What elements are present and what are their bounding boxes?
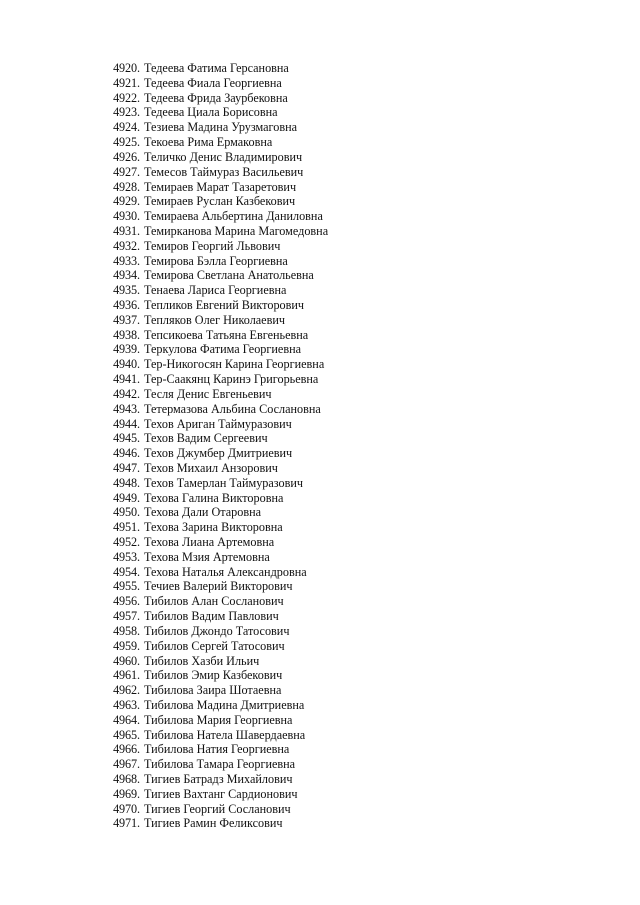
- entry-name: Тибилова Натия Георгиевна: [144, 742, 290, 757]
- entry-name: Тесля Денис Евгеньевич: [144, 386, 272, 401]
- entry-name: Техов Михаил Анзорович: [144, 460, 278, 475]
- entry-name: Текоева Рима Ермаковна: [144, 135, 273, 150]
- entry-name: Темирова Светлана Анатольевна: [144, 268, 314, 283]
- entry-name: Тезиева Мадина Урузмаговна: [144, 120, 298, 135]
- entry-name: Тер-Саакянц Каринэ Григорьевна: [144, 372, 319, 387]
- list-item: [100, 402, 328, 417]
- entry-number: 4971.: [113, 816, 140, 831]
- entry-name: Тибилова Тамара Георгиевна: [144, 757, 296, 772]
- list-item: [100, 150, 328, 165]
- entry-number: 4939.: [113, 342, 140, 357]
- entry-number: 4934.: [113, 268, 140, 283]
- list-item: [100, 91, 328, 106]
- entry-name: Тибилова Заира Шотаевна: [144, 683, 282, 698]
- entry-number: 4948.: [113, 475, 140, 490]
- entry-number: 4966.: [113, 742, 140, 757]
- entry-number: 4929.: [113, 194, 140, 209]
- list-item: [100, 594, 328, 609]
- entry-name: Техов Джумбер Дмитриевич: [144, 446, 293, 461]
- entry-name: Тер-Никогосян Карина Георгиевна: [144, 357, 325, 372]
- list-item: [100, 491, 328, 506]
- list-item: [100, 431, 328, 446]
- entry-name: Тедеева Фатима Герсановна: [144, 61, 289, 75]
- entry-number: 4924.: [113, 120, 140, 135]
- list-item: [100, 165, 328, 180]
- entry-name: Тепсикоева Татьяна Евгеньевна: [144, 327, 309, 342]
- list-item: [100, 120, 328, 135]
- list-item: [100, 579, 328, 594]
- entry-name: Техова Дали Отаровна: [144, 505, 262, 520]
- entry-name: Тибилов Сергей Татосович: [144, 638, 285, 653]
- entry-number: 4943.: [113, 401, 140, 416]
- entry-name: Тигиев Георгий Сосланович: [144, 801, 291, 816]
- entry-number: 4959.: [113, 638, 140, 653]
- entry-number: 4954.: [113, 564, 140, 579]
- list-item: [100, 535, 328, 550]
- entry-number: 4935.: [113, 283, 140, 298]
- entry-number: 4937.: [113, 312, 140, 327]
- entry-number: 4938.: [113, 327, 140, 342]
- name-list: [100, 61, 328, 831]
- entry-name: Тибилова Мария Георгиевна: [144, 712, 293, 727]
- entry-number: 4947.: [113, 460, 140, 475]
- entry-name: Тетермазова Альбина Сослановна: [144, 401, 321, 416]
- list-item: [100, 505, 328, 520]
- list-item: [100, 565, 328, 580]
- entry-name: Темираев Руслан Казбекович: [144, 194, 296, 209]
- entry-name: Тепликов Евгений Викторович: [144, 298, 305, 312]
- list-item: [100, 328, 328, 343]
- list-item: [100, 728, 328, 743]
- entry-number: 4931.: [113, 223, 140, 238]
- entry-name: Тедеева Фрида Заурбековна: [144, 90, 288, 105]
- entry-number: 4925.: [113, 135, 140, 150]
- entry-number: 4946.: [113, 446, 140, 461]
- entry-number: 4964.: [113, 712, 140, 727]
- list-item: [100, 476, 328, 491]
- entry-name: Темесов Таймураз Васильевич: [144, 164, 304, 179]
- entry-name: Техова Зарина Викторовна: [144, 520, 283, 535]
- entry-name: Теркулова Фатима Георгиевна: [144, 342, 302, 357]
- entry-name: Тибилов Вадим Павлович: [144, 609, 279, 624]
- entry-name: Техова Лиана Артемовна: [144, 535, 275, 549]
- list-item: [100, 105, 328, 120]
- list-item: [100, 194, 328, 209]
- entry-name: Техова Наталья Александровна: [144, 564, 307, 579]
- list-item: [100, 698, 328, 713]
- entry-name: Тедеева Циала Борисовна: [144, 105, 278, 120]
- list-item: [100, 268, 328, 283]
- entry-number: 4960.: [113, 653, 140, 668]
- entry-number: 4951.: [113, 520, 140, 535]
- entry-number: 4961.: [113, 668, 140, 683]
- entry-number: 4965.: [113, 727, 140, 742]
- entry-name: Течиев Валерий Викторович: [144, 579, 293, 594]
- list-item: [100, 802, 328, 817]
- list-item: [100, 61, 328, 76]
- entry-number: 4956.: [113, 594, 140, 609]
- entry-number: 4967.: [113, 757, 140, 772]
- list-item: [100, 757, 328, 772]
- entry-number: 4932.: [113, 238, 140, 253]
- entry-number: 4926.: [113, 149, 140, 164]
- list-item: [100, 668, 328, 683]
- entry-number: 4945.: [113, 431, 140, 446]
- entry-name: Тепляков Олег Николаевич: [144, 312, 285, 327]
- entry-number: 4923.: [113, 105, 140, 120]
- entry-name: Тигиев Вахтанг Сардионович: [144, 786, 298, 801]
- list-item: [100, 609, 328, 624]
- entry-number: 4955.: [113, 579, 140, 594]
- list-item: [100, 239, 328, 254]
- entry-name: Техова Галина Викторовна: [144, 490, 284, 505]
- entry-name: Темирова Бэлла Георгиевна: [144, 253, 288, 268]
- list-item: [100, 76, 328, 91]
- list-item: [100, 713, 328, 728]
- entry-number: 4927.: [113, 164, 140, 179]
- entry-number: 4962.: [113, 683, 140, 698]
- list-item: [100, 254, 328, 269]
- entry-name: Тибилова Мадина Дмитриевна: [144, 697, 305, 712]
- entry-name: Тибилов Хазби Ильич: [144, 653, 260, 668]
- list-item: [100, 209, 328, 224]
- entry-name: Тигиев Батрадз Михайлович: [144, 772, 293, 786]
- entry-number: 4940.: [113, 357, 140, 372]
- entry-number: 4949.: [113, 490, 140, 505]
- list-item: [100, 461, 328, 476]
- entry-name: Темирканова Марина Магомедовна: [144, 223, 329, 238]
- list-item: [100, 446, 328, 461]
- entry-name: Техов Тамерлан Таймуразович: [144, 475, 304, 490]
- entry-number: 4970.: [113, 801, 140, 816]
- list-item: [100, 742, 328, 757]
- list-item: [100, 520, 328, 535]
- entry-number: 4957.: [113, 609, 140, 624]
- entry-number: 4930.: [113, 209, 140, 224]
- entry-number: 4968.: [113, 772, 140, 786]
- entry-number: 4921.: [113, 75, 140, 90]
- entry-name: Тедеева Фиала Георгиевна: [144, 75, 282, 90]
- entry-number: 4933.: [113, 253, 140, 268]
- list-item: [100, 787, 328, 802]
- list-item: [100, 372, 328, 387]
- entry-number: 4958.: [113, 623, 140, 638]
- entry-name: Теличко Денис Владимирович: [144, 149, 303, 164]
- entry-number: 4950.: [113, 505, 140, 520]
- entry-name: Техова Мзия Артемовна: [144, 549, 270, 564]
- entry-number: 4922.: [113, 90, 140, 105]
- list-item: [100, 283, 328, 298]
- entry-name: Тигиев Рамин Феликсович: [144, 816, 283, 831]
- entry-name: Тибилов Джондо Татосович: [144, 623, 290, 638]
- entry-number: 4969.: [113, 786, 140, 801]
- list-item: [100, 417, 328, 432]
- entry-name: Тибилов Алан Сосланович: [144, 594, 284, 609]
- entry-number: 4952.: [113, 535, 140, 549]
- entry-name: Техов Ариган Таймуразович: [144, 416, 292, 431]
- list-item: [100, 224, 328, 239]
- entry-name: Тибилова Натела Шавердаевна: [144, 727, 306, 742]
- list-item: [100, 135, 328, 150]
- list-item: [100, 298, 328, 313]
- entry-name: Темиров Георгий Львович: [144, 238, 281, 253]
- list-item: [100, 639, 328, 654]
- entry-name: Техов Вадим Сергеевич: [144, 431, 268, 446]
- list-item: [100, 357, 328, 372]
- list-item: [100, 180, 328, 195]
- entry-number: 4963.: [113, 697, 140, 712]
- entry-name: Темираев Марат Тазаретович: [144, 179, 297, 194]
- list-item: [100, 387, 328, 402]
- entry-name: Темираева Альбертина Даниловна: [144, 209, 323, 224]
- list-item: [100, 342, 328, 357]
- list-item: [100, 816, 328, 831]
- entry-name: Тенаева Лариса Георгиевна: [144, 283, 287, 298]
- entry-number: 4936.: [113, 298, 140, 312]
- entry-number: 4928.: [113, 179, 140, 194]
- entry-name: Тибилов Эмир Казбекович: [144, 668, 283, 683]
- list-item: [100, 683, 328, 698]
- entry-number: 4953.: [113, 549, 140, 564]
- list-item: [100, 550, 328, 565]
- entry-number: 4941.: [113, 372, 140, 387]
- entry-number: 4942.: [113, 386, 140, 401]
- entry-number: 4944.: [113, 416, 140, 431]
- list-item: [100, 654, 328, 669]
- list-item: [100, 772, 328, 787]
- entry-number: 4920.: [113, 61, 140, 75]
- list-item: [100, 624, 328, 639]
- list-item: [100, 313, 328, 328]
